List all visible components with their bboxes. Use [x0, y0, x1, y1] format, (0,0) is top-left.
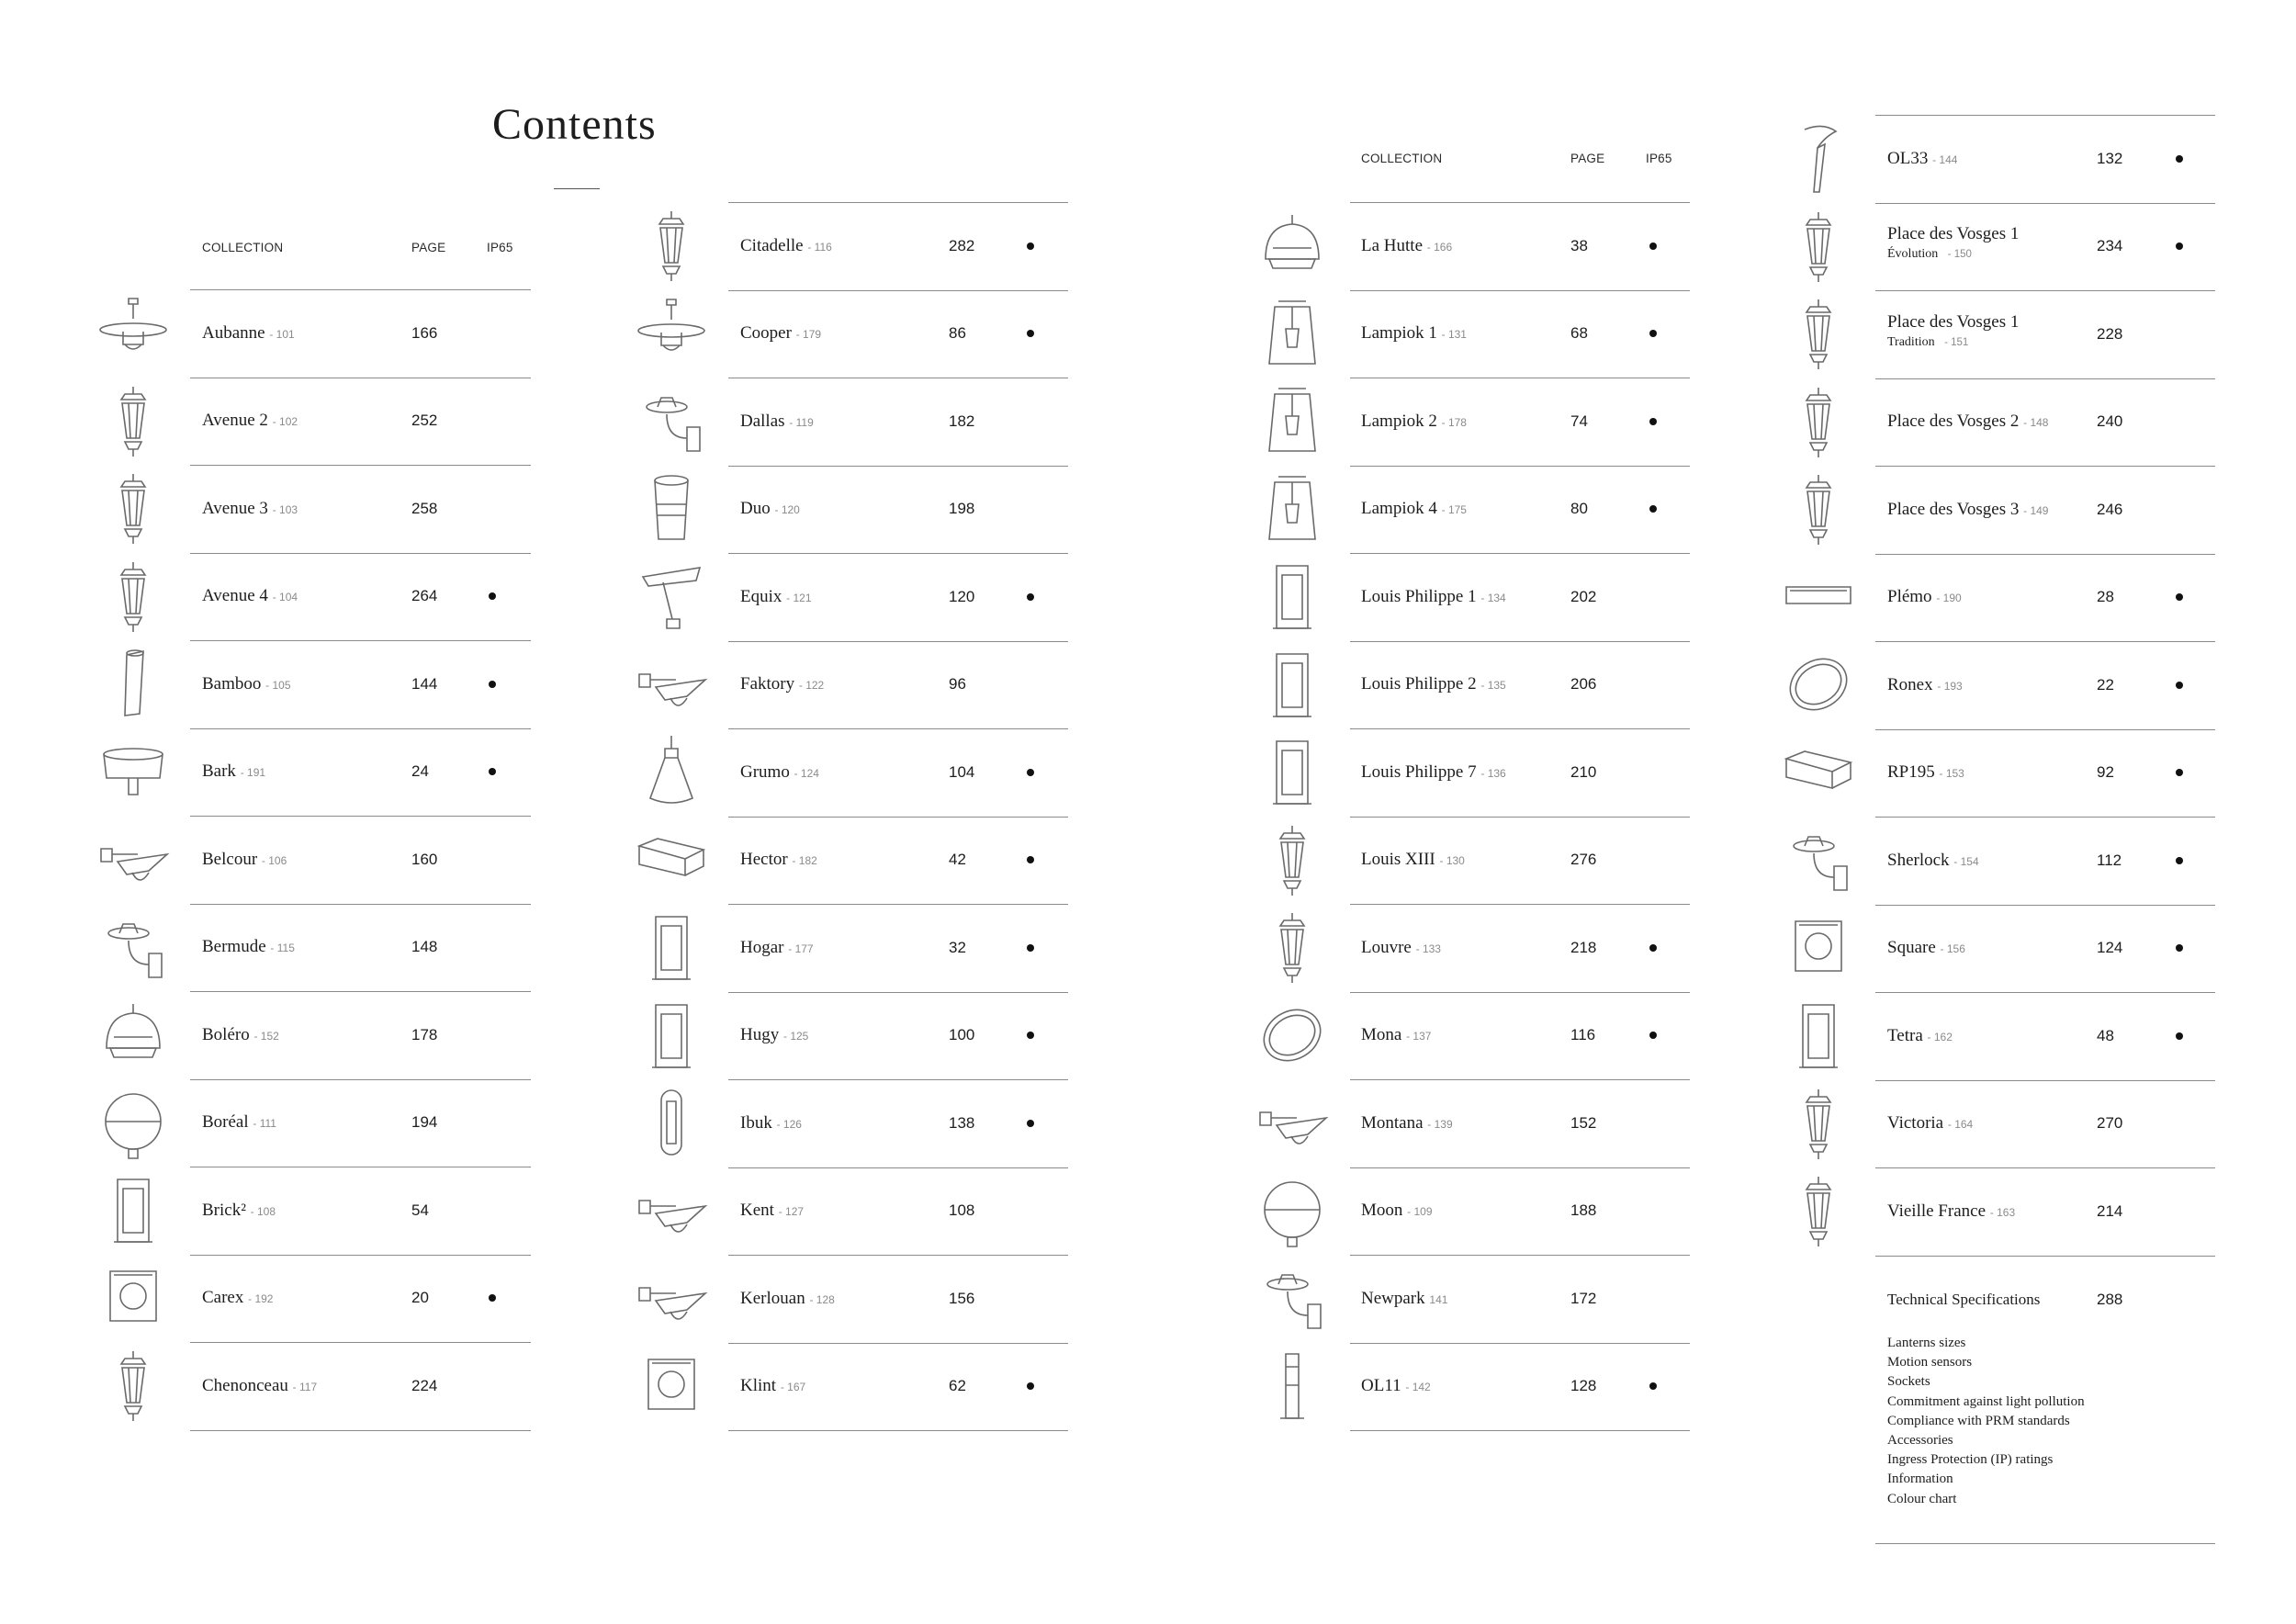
collection-ref: - 121 — [786, 591, 812, 604]
collection-ref: - 193 — [1937, 679, 1963, 693]
technical-specifications-item: Colour chart — [1887, 1491, 1957, 1506]
collection-ref: - 164 — [1947, 1118, 1974, 1131]
torch-lamp-icon — [1777, 117, 1860, 199]
page-number: 92 — [2097, 763, 2114, 781]
page-number: 276 — [1570, 851, 1597, 868]
page-number: 188 — [1570, 1201, 1597, 1219]
page-number: 132 — [2097, 149, 2123, 167]
collection-ref: - 142 — [1405, 1381, 1431, 1393]
collection-variant — [1887, 247, 2019, 262]
page-number: 108 — [949, 1201, 975, 1219]
flat-lamp-icon — [1777, 731, 1860, 814]
collection-name-text: Avenue 3 — [202, 498, 268, 518]
collection-name-text: Kerlouan — [740, 1288, 805, 1308]
collection-name-text: Avenue 2 — [202, 411, 268, 430]
collection-name — [1887, 412, 2048, 432]
page-number: 100 — [949, 1026, 975, 1043]
collection-ref: - 153 — [1939, 767, 1964, 780]
page-number: 112 — [2097, 851, 2122, 869]
collection-ref: - 125 — [782, 1030, 809, 1043]
technical-specifications-item: Motion sensors — [1887, 1355, 1973, 1370]
header-ip65-col3: IP65 — [1646, 152, 1672, 165]
collection-ref: 141 — [1429, 1292, 1448, 1306]
header-collection-col3: COLLECTION — [1361, 152, 1443, 165]
page-number: 96 — [949, 675, 966, 693]
collection-name-text: Chenonceau — [202, 1375, 288, 1395]
page-number: 80 — [1570, 500, 1588, 517]
oval-lamp-icon — [1777, 643, 1860, 726]
page-number: 24 — [411, 762, 429, 780]
collection-ref: - 104 — [272, 591, 298, 603]
page-number: 160 — [411, 850, 438, 868]
technical-specifications-list — [1887, 1334, 2085, 1509]
divider — [190, 1430, 531, 1431]
header-collection-col1: COLLECTION — [202, 241, 284, 254]
collection-name-text: Citadelle — [740, 235, 804, 255]
page-number: 48 — [2097, 1026, 2114, 1044]
collection-name — [1887, 1026, 1953, 1046]
page-number: 264 — [411, 587, 438, 604]
page-number: 224 — [411, 1376, 438, 1394]
page-number: 206 — [1570, 675, 1597, 693]
page-number: 124 — [2097, 939, 2123, 956]
page-number: 282 — [949, 236, 975, 254]
collection-ref: - 162 — [1927, 1030, 1953, 1043]
divider — [1875, 1543, 2215, 1544]
collection-name-text: Sherlock — [1887, 850, 1950, 870]
collection-name — [1887, 149, 1957, 169]
collection-name-text: Aubanne — [202, 322, 265, 343]
collection-name-text: OL11 — [1361, 1376, 1401, 1395]
page-number: 218 — [1570, 938, 1597, 956]
page-number: 152 — [1570, 1113, 1597, 1132]
page-number: 202 — [1570, 587, 1597, 605]
collection-ref: - 116 — [807, 240, 832, 254]
lantern-icon — [1777, 205, 1860, 288]
collection-ref: - 166 — [1426, 240, 1453, 254]
page-number: 270 — [2097, 1114, 2123, 1132]
divider — [728, 1430, 1068, 1431]
list-item — [0, 992, 2296, 1079]
collection-ref: - 191 — [240, 766, 266, 779]
collection-name-text: RP195 — [1887, 762, 1935, 782]
page-number: 28 — [2097, 588, 2114, 605]
bollard-lamp-icon — [1251, 1345, 1334, 1427]
page-number: 144 — [411, 674, 438, 693]
ip65-dot-icon — [2176, 155, 2183, 163]
ip65-dot-icon — [2176, 769, 2183, 776]
collection-name-text: Lampiok 1 — [1361, 323, 1437, 343]
technical-specifications-page: 288 — [2097, 1290, 2123, 1308]
collection-ref: - 105 — [265, 678, 291, 692]
list-item — [0, 554, 2296, 641]
collection-name-text: Hugy — [740, 1025, 780, 1044]
collection-ref: - 103 — [272, 502, 298, 516]
technical-specifications-item: Compliance with PRM standards — [1887, 1413, 2070, 1428]
page-number: 20 — [411, 1289, 429, 1306]
page-number: 32 — [949, 938, 966, 956]
page-number: 128 — [1570, 1377, 1597, 1394]
header-page-col1: PAGE — [411, 241, 446, 254]
page-number: 246 — [2097, 500, 2123, 518]
page-number: 178 — [411, 1025, 438, 1043]
collection-name-text: Place des Vosges 3 — [1887, 499, 2020, 519]
collection-ref: - 150 — [1947, 249, 1972, 261]
collection-name — [1361, 1376, 1431, 1396]
page-number: 138 — [949, 1113, 975, 1132]
collection-name-text: OL33 — [1887, 148, 1929, 168]
page-number: 194 — [411, 1113, 438, 1131]
collection-ref: - 128 — [809, 1292, 835, 1306]
collection-name-text: Victoria — [1887, 1113, 1944, 1133]
page-number: 182 — [949, 412, 975, 430]
ip65-dot-icon — [2176, 242, 2183, 250]
collection-name-text: Bermude — [202, 937, 266, 956]
collection-ref: - 178 — [1441, 415, 1467, 429]
collection-name-text: Newpark — [1361, 1288, 1425, 1308]
collection-ref: - 108 — [250, 1204, 276, 1218]
page-number: 54 — [411, 1201, 429, 1219]
collection-name-text: Belcour — [202, 849, 258, 869]
list-item — [0, 817, 2296, 904]
lantern-icon — [1777, 292, 1860, 375]
ip65-dot-icon — [2176, 944, 2183, 952]
technical-specifications-item: Information — [1887, 1472, 1953, 1487]
collection-name — [1887, 675, 1963, 695]
page-number: 120 — [949, 587, 975, 605]
ip65-dot-icon — [2176, 1032, 2183, 1040]
collection-name-text: Hector — [740, 850, 788, 869]
page-number: 104 — [949, 762, 975, 781]
header-page-col3: PAGE — [1570, 152, 1605, 165]
lantern-icon — [1777, 1082, 1860, 1165]
collection-name — [1887, 762, 1964, 783]
page-title: Contents — [492, 100, 657, 149]
list-item — [0, 729, 2296, 817]
list-item — [0, 905, 2296, 992]
collection-name — [1887, 851, 1979, 871]
collection-name-text: Place des Vosges 2 — [1887, 412, 2020, 431]
collection-ref: - 144 — [1932, 152, 1958, 166]
collection-ref: - 192 — [248, 1292, 274, 1305]
collection-name-text: Louis Philippe 2 — [1361, 674, 1477, 694]
collection-ref: - 156 — [1940, 942, 1965, 955]
collection-name-text: Brick² — [202, 1200, 246, 1220]
technical-specifications-label: Technical Specifications — [1887, 1290, 2041, 1308]
collection-ref: - 152 — [253, 1029, 279, 1043]
page-number: 240 — [2097, 412, 2123, 430]
collection-name-text: Louis XIII — [1361, 850, 1435, 869]
collection-ref: - 111 — [253, 1117, 276, 1130]
page-number: 228 — [2097, 324, 2123, 343]
collection-name-text: Place des Vosges 1 — [1887, 311, 2020, 332]
collection-ref: - 175 — [1441, 503, 1467, 516]
collection-name-text: Duo — [740, 499, 771, 518]
technical-specifications-item: Lanterns sizes — [1887, 1336, 1966, 1350]
collection-name-text: Moon — [1361, 1201, 1403, 1220]
collection-name-text: Mona — [1361, 1025, 1402, 1044]
collection-ref: - 120 — [774, 503, 800, 516]
lantern-icon — [1777, 380, 1860, 463]
collection-name-text: Dallas — [740, 411, 785, 431]
collection-name-text: Ibuk — [740, 1112, 772, 1133]
bracket-lamp-icon — [1777, 818, 1860, 901]
page-number: 74 — [1570, 412, 1588, 430]
collection-name-text: Louis Philippe 7 — [1361, 761, 1477, 782]
collection-ref: - 182 — [792, 854, 817, 867]
collection-name-text: Boréal — [202, 1112, 249, 1132]
bracket-lamp-icon — [1251, 1257, 1334, 1339]
page-number: 252 — [411, 412, 438, 429]
list-item — [0, 1167, 2296, 1255]
collection-ref: - 119 — [789, 415, 814, 429]
list-item — [0, 115, 2296, 202]
box-lamp-icon — [1777, 994, 1860, 1077]
ip65-dot-icon — [2176, 593, 2183, 601]
technical-specifications-item: Ingress Protection (IP) ratings — [1887, 1452, 2054, 1468]
collection-name-text: Square — [1887, 938, 1936, 957]
collection-name-text: La Hutte — [1361, 235, 1424, 255]
collection-ref: - 127 — [778, 1205, 805, 1218]
page-number: 214 — [2097, 1201, 2123, 1220]
collection-name-text: Faktory — [740, 674, 795, 694]
header-ip65-col1: IP65 — [487, 241, 513, 254]
collection-name-text: Cooper — [740, 323, 792, 343]
page-number: 156 — [949, 1289, 975, 1307]
collection-name — [1887, 224, 2019, 262]
collection-ref: - 139 — [1427, 1117, 1453, 1131]
page-number: 148 — [411, 938, 438, 955]
collection-name-text: Bamboo — [202, 673, 262, 694]
collection-name-text: Carex — [202, 1288, 244, 1307]
collection-name-text: Grumo — [740, 761, 790, 782]
collection-ref: - 135 — [1480, 679, 1506, 692]
collection-ref: - 115 — [270, 942, 295, 954]
collection-name-text: Avenue 4 — [202, 586, 268, 605]
collection-ref: - 102 — [272, 415, 298, 428]
collection-name-text: Place des Vosges 1 — [1887, 224, 2020, 244]
collection-ref: - 126 — [776, 1117, 802, 1131]
collection-ref: - 117 — [292, 1380, 318, 1393]
ip65-dot-icon — [2176, 857, 2183, 864]
collection-ref: - 177 — [788, 942, 814, 955]
list-item — [0, 290, 2296, 378]
collection-name-text: Vieille France — [1887, 1201, 1986, 1221]
collection-name-text: Louvre — [1361, 937, 1412, 957]
collection-ref: - 124 — [793, 766, 819, 780]
collection-ref: - 133 — [1415, 942, 1441, 955]
collection-variant — [1887, 335, 2019, 350]
collection-ref: - 109 — [1407, 1205, 1433, 1218]
collection-name-text: Ronex — [1887, 674, 1933, 694]
collection-name-text: Plémo — [1887, 587, 1932, 606]
collection-ref: - 137 — [1406, 1030, 1432, 1043]
page-number: 258 — [411, 499, 438, 517]
lantern-icon — [1777, 1169, 1860, 1252]
page-number: 234 — [2097, 237, 2123, 254]
ip65-dot-icon — [1649, 1382, 1657, 1390]
technical-specifications-item: Accessories — [1887, 1433, 1953, 1449]
collection-ref: - 179 — [795, 328, 822, 341]
technical-specifications-item: Sockets — [1887, 1374, 1930, 1390]
collection-name-text: Louis Philippe 1 — [1361, 586, 1477, 606]
collection-name-text: Bark — [202, 761, 236, 781]
page-number: 38 — [1570, 236, 1588, 254]
ip65-dot-icon — [2176, 682, 2183, 689]
collection-ref: - 131 — [1441, 328, 1467, 341]
square-lamp-icon — [1777, 907, 1860, 989]
list-item — [0, 641, 2296, 728]
lantern-icon — [1777, 468, 1860, 550]
collection-name-text: Tetra — [1887, 1025, 1923, 1045]
collection-name-text: Kent — [740, 1201, 774, 1220]
list-item — [0, 378, 2296, 466]
collection-ref: - 154 — [1953, 854, 1979, 868]
collection-name-text: Montana — [1361, 1112, 1424, 1133]
collection-name — [1887, 1113, 1973, 1133]
page-number: 210 — [1570, 762, 1597, 781]
page-number: 198 — [949, 500, 975, 517]
collection-variant-text: Évolution — [1887, 247, 1939, 262]
collection-ref: - 149 — [2023, 503, 2049, 517]
collection-ref: - 167 — [780, 1381, 806, 1393]
page-number: 68 — [1570, 324, 1588, 342]
collection-ref: - 151 — [1944, 336, 1969, 348]
collection-name-text: Lampiok 2 — [1361, 411, 1437, 431]
collection-name — [1887, 312, 2019, 350]
collection-name — [1887, 938, 1965, 958]
list-item — [0, 466, 2296, 553]
collection-name — [1887, 500, 2048, 520]
divider — [1350, 1430, 1690, 1431]
page-number: 166 — [411, 323, 438, 342]
collection-ref: - 136 — [1480, 766, 1506, 780]
collection-name — [1361, 1289, 1447, 1309]
collection-name-text: Klint — [740, 1376, 777, 1395]
collection-ref: - 163 — [1989, 1205, 2016, 1219]
collection-name-text: Lampiok 4 — [1361, 499, 1437, 518]
collection-name-text: Boléro — [202, 1024, 250, 1044]
divider — [1875, 1256, 2215, 1257]
list-item — [0, 203, 2296, 290]
list-item — [0, 1080, 2296, 1167]
collection-ref: - 190 — [1936, 592, 1962, 604]
collection-name — [1887, 1201, 2015, 1222]
bar-lamp-icon — [1777, 556, 1860, 638]
collection-name-text: Equix — [740, 586, 782, 606]
page-number: 116 — [1570, 1026, 1596, 1043]
collection-ref: - 122 — [798, 679, 825, 692]
page-number: 22 — [2097, 675, 2114, 694]
collection-ref: - 101 — [269, 327, 295, 341]
collection-ref: - 148 — [2023, 416, 2049, 429]
collection-name — [1887, 587, 1962, 607]
page-number: 86 — [949, 324, 966, 342]
collection-ref: - 106 — [261, 853, 287, 867]
collection-ref: - 130 — [1439, 854, 1465, 867]
page-number: 172 — [1570, 1289, 1597, 1307]
page-number: 42 — [949, 851, 966, 868]
page-number: 62 — [949, 1377, 966, 1394]
technical-specifications-item: Commitment against light pollution — [1887, 1393, 2085, 1409]
collection-name-text: Hogar — [740, 937, 784, 957]
collection-ref: - 134 — [1480, 591, 1506, 604]
collection-variant-text: Tradition — [1887, 334, 1935, 349]
